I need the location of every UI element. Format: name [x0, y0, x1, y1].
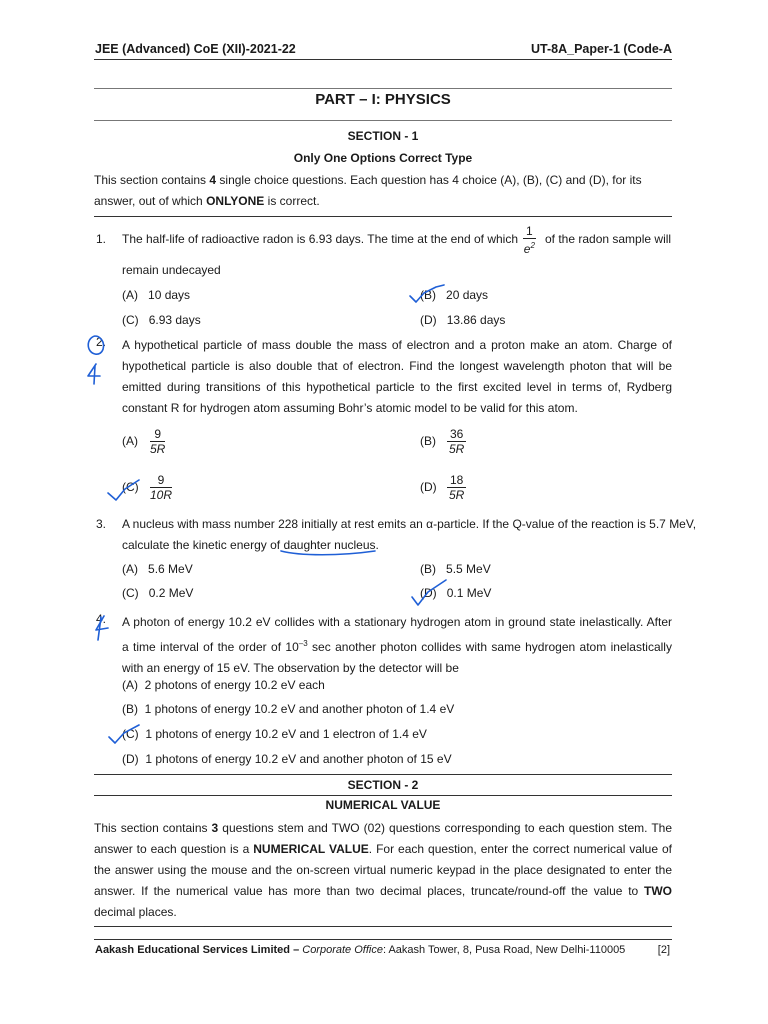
header-right: UT-8A_Paper-1 (Code-A — [531, 42, 672, 56]
q1-option-a: (A) 10 days — [122, 288, 191, 302]
section1-subheading: Only One Options Correct Type — [293, 151, 473, 165]
footer-page-number: [2] — [657, 944, 670, 956]
footer-rule — [94, 939, 672, 940]
part-title: PART – I: PHYSICS — [315, 91, 451, 108]
q3-text-line2: calculate the kinetic energy of daughter nucleus. — [122, 538, 379, 552]
q2-option-b-label: (B) — [420, 434, 436, 448]
q3-option-b: (B) 5.5 MeV — [420, 562, 491, 576]
part-rule-top — [94, 88, 672, 89]
section2-rule-bottom — [94, 926, 672, 927]
q1-option-d: (D) 13.86 days — [420, 313, 506, 327]
part-rule-bottom — [94, 120, 672, 121]
q2-text: A hypothetical particle of mass double the mass of electron and a proton make an atom. Charge of hypothetical particle is also double that of electron. Find the longest wavelength photon that will be emitted during transitions of this hypothetical particle to the first excited level in terms of, Rydberg constant R for hydrogen atom assuming Bohr’s atomic model to be valid for this atom. — [122, 338, 672, 415]
q1-number: 1. — [96, 232, 107, 246]
header-left: JEE (Advanced) CoE (XII)-2021-22 — [95, 42, 296, 56]
section1-rule — [94, 216, 672, 217]
section2-intro: This section contains 3 questions stem and TWO (02) questions corresponding to each question stem. The answer to each question is a NUMERICAL VALUE. For each question, enter the correct numerical value of the answer using the mouse and the on-screen virtual numeric keypad in the place designated to enter the answer. If the numerical value has more than two decimal places, truncate/round-off the value to TWO decimal places. — [94, 821, 672, 919]
q2-option-c-label: (C) — [122, 480, 139, 494]
q4-option-b: (B) 1 photons of energy 10.2 eV and another photon of 1.4 eV — [122, 702, 455, 716]
q2-option-c-fraction: $\frac{9}{10R}$ — [150, 473, 173, 502]
q3-text-line1: A nucleus with mass number 228 initially at rest emits an α-particle. If the Q-value of the reaction is 5.7 MeV, — [122, 517, 697, 531]
section2-rule-mid — [94, 795, 672, 796]
section1-heading: SECTION - 1 — [347, 129, 419, 143]
footer-text: Aakash Educational Services Limited – Corporate Office: Aakash Tower, 8, Pusa Road, New Delhi-110005 — [95, 944, 626, 956]
q2-four-mark — [88, 364, 100, 384]
q2-option-a-label: (A) — [122, 434, 138, 448]
q1-text-line2: remain undecayed — [122, 263, 221, 277]
q2-option-d-fraction: $\frac{18}{5R}$ — [447, 473, 466, 502]
q4-text: A photon of energy 10.2 eV collides with a stationary hydrogen atom in ground state inelastically. After a time interval of the order of $10^{-3}$ sec another photon collides with same hydrogen atom inelastically with an energy of 15 eV. The observation by the detector will be — [122, 615, 672, 675]
q4-number: 4. — [96, 612, 107, 626]
q2-option-d-label: (D) — [420, 480, 437, 494]
section2-heading: SECTION - 2 — [347, 778, 419, 792]
q4-option-d: (D) 1 photons of energy 10.2 eV and another photon of 15 eV — [122, 752, 452, 766]
q3-underlined-phrase: daughter nucleus. — [283, 538, 379, 552]
section2-rule-top — [94, 774, 672, 775]
q1-option-b: (B) 20 days — [420, 288, 489, 302]
q3-option-c: (C) 0.2 MeV — [122, 586, 194, 600]
q4-option-c: (C) 1 photons of energy 10.2 eV and 1 electron of 1.4 eV — [122, 727, 427, 741]
q1-option-c: (C) 6.93 days — [122, 313, 201, 327]
q3-option-a: (A) 5.6 MeV — [122, 562, 193, 576]
q2-option-b-fraction: $\frac{36}{5R}$ — [447, 427, 466, 456]
q3-number: 3. — [96, 517, 107, 531]
section1-intro: This section contains 4 single choice questions. Each question has 4 choice (A), (B), (C) and (D), for its answer, out of which ONLYONE is correct. — [94, 173, 642, 208]
q2-option-a-fraction: $\frac{9}{5R}$ — [150, 427, 166, 456]
q2-number: 2. — [96, 335, 107, 349]
q4-option-a: (A) 2 photons of energy 10.2 eV each — [122, 678, 325, 692]
q1-text-after: of the radon sample will — [545, 232, 672, 246]
q1-text: The half-life of radioactive radon is 6.93 days. The time at the end of which — [122, 232, 518, 246]
header-rule — [94, 59, 672, 60]
q3-option-d: (D) 0.1 MeV — [420, 586, 492, 600]
q1-fraction: $\frac{1}{e^2}$ — [523, 224, 535, 256]
section2-subheading: NUMERICAL VALUE — [325, 798, 441, 812]
